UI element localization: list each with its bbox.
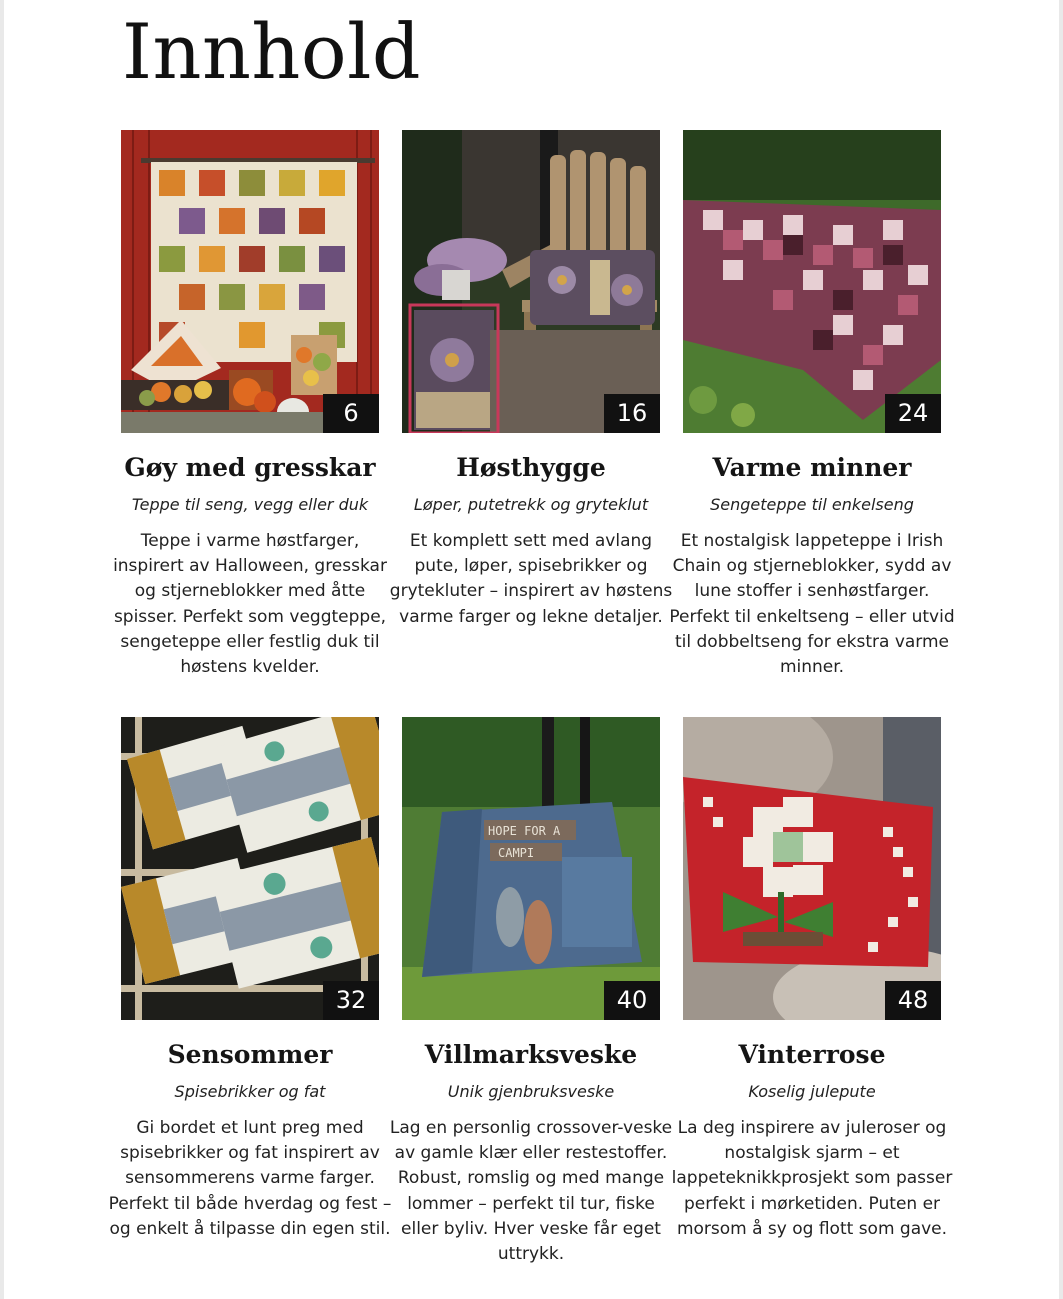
project-photo [683, 717, 941, 1020]
page-edge-right [1059, 0, 1063, 1299]
page-number-badge: 40 [604, 981, 660, 1020]
pink-quilt-photo [683, 130, 941, 433]
project-subtitle: Teppe til seng, vegg eller duk [131, 495, 369, 514]
project-photo [121, 130, 379, 433]
project-card-gresskar[interactable] [113, 130, 387, 680]
page-number-badge: 16 [604, 394, 660, 433]
placemats-photo [121, 717, 379, 1020]
pumpkin-quilt-photo [121, 130, 379, 433]
project-photo [402, 130, 660, 433]
project-card-varme-minner[interactable] [669, 130, 955, 680]
patch-text: CAMPI [498, 846, 535, 860]
denim-bag-photo [402, 717, 660, 1020]
page-title: Innhold [122, 7, 422, 96]
project-card-hosthygge[interactable] [389, 130, 673, 630]
project-title: Gøy med gresskar [124, 453, 376, 482]
project-description: Et komplett sett med avlang pute, løper, spisebrikker og grytekluter – inspirert av høstens varme farger og lekne detaljer. [389, 531, 673, 627]
project-description: La deg inspirere av juleroser og nostalgisk sjarm – et lappeteknikkprosjekt som passer perfekt i mørketiden. Puten er morsom å sy og flott som gave. [671, 1118, 953, 1239]
page-number-badge: 24 [885, 394, 941, 433]
project-title: Høsthygge [456, 453, 606, 482]
project-subtitle: Løper, putetrekk og gryteklut [413, 495, 649, 514]
project-description: Et nostalgisk lappeteppe i Irish Chain og stjerneblokker, sydd av lune stoffer i senhøstfarger. Perfekt til enkeltseng – eller utvid til dobbeltseng for ekstra varme minner. [669, 531, 955, 678]
project-title: Varme minner [712, 453, 912, 482]
patch-text: HOPE FOR A [488, 824, 561, 838]
project-subtitle: Sengeteppe til enkelseng [710, 495, 914, 514]
red-pillow-photo [683, 717, 941, 1020]
project-description: Teppe i varme høstfarger, inspirert av Halloween, gresskar og stjerneblokker med åtte spisser. Perfekt som veggteppe, sengeteppe eller festlig duk til høstens kvelder. [113, 531, 387, 678]
project-card-villmarksveske[interactable] [389, 717, 673, 1267]
project-card-vinterrose[interactable] [671, 717, 953, 1242]
project-title: Vinterrose [738, 1040, 886, 1069]
project-title: Villmarksveske [424, 1040, 638, 1069]
page-edge-left [0, 0, 4, 1299]
project-subtitle: Unik gjenbruksveske [447, 1082, 615, 1101]
project-subtitle: Spisebrikker og fat [174, 1082, 326, 1101]
project-title: Sensommer [167, 1040, 333, 1069]
autumn-chair-photo [402, 130, 660, 433]
project-photo [121, 717, 379, 1020]
project-photo [402, 717, 660, 1020]
page-number-badge: 48 [885, 981, 941, 1020]
project-photo [683, 130, 941, 433]
page-number-badge: 32 [323, 981, 379, 1020]
project-description: Gi bordet et lunt preg med spisebrikker og fat inspirert av sensommerens varme farger. Perfekt til både hverdag og fest – og enkelt å tilpasse din egen stil. [108, 1118, 392, 1239]
page-number-badge: 6 [323, 394, 379, 433]
project-card-sensommer[interactable] [108, 717, 392, 1242]
project-description: Lag en personlig crossover-veske av gamle klær eller restestoffer. Robust, romslig og med mange lommer – perfekt til tur, fiske eller byliv. Hver veske får eget uttrykk. [389, 1118, 673, 1265]
project-subtitle: Koselig julepute [748, 1082, 876, 1101]
